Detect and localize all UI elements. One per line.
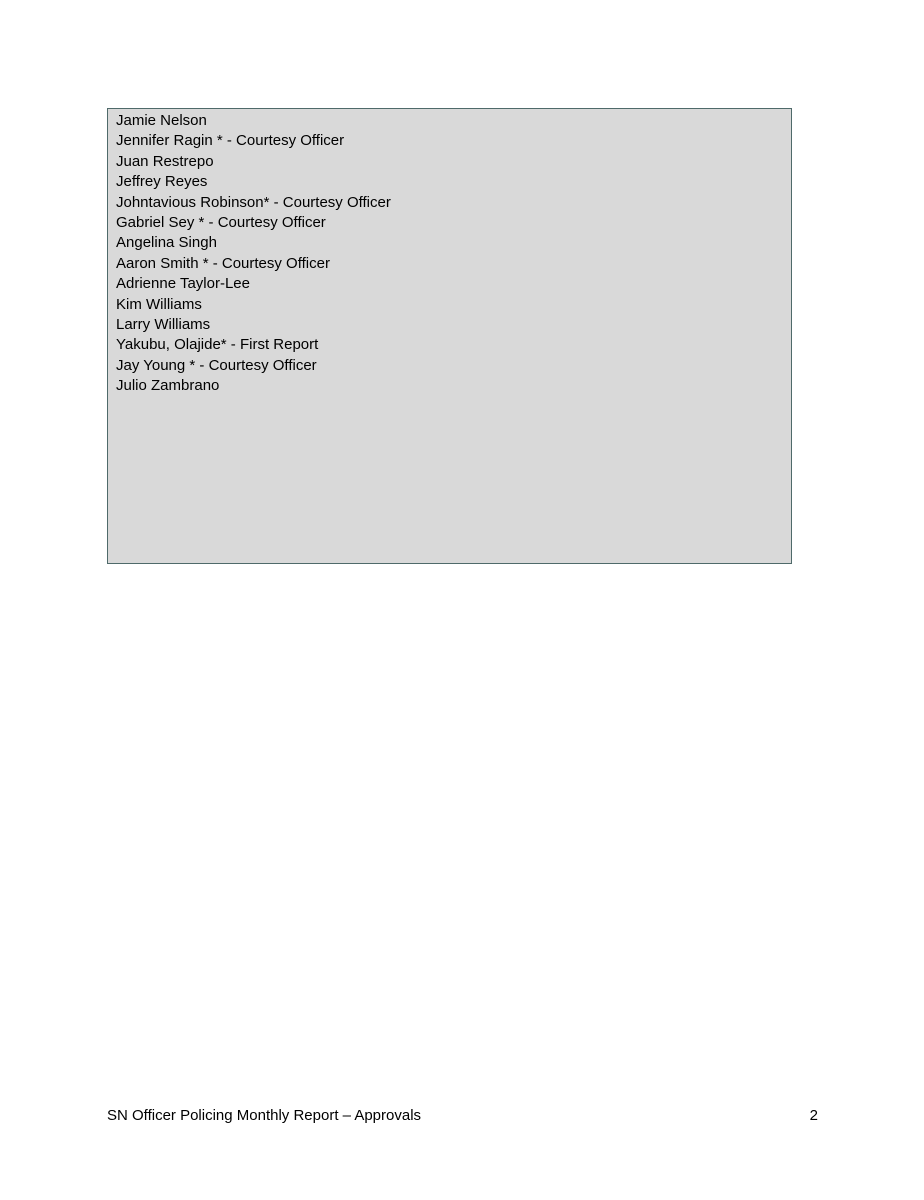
officer-name-list: [116, 111, 791, 396]
officer-name-item: Yakubu, Olajide* - First Report: [116, 336, 319, 354]
officer-name-item: Juan Restrepo: [116, 152, 214, 170]
officer-name-item: Larry Williams: [116, 315, 211, 333]
officer-name-item: Jay Young * - Courtesy Officer: [116, 356, 317, 374]
officer-name-item: Adrienne Taylor-Lee: [116, 275, 250, 293]
officer-name-item: Angelina Singh: [116, 234, 217, 252]
officer-name-item: Jennifer Ragin * - Courtesy Officer: [116, 132, 345, 150]
page-number: 2: [809, 1107, 818, 1124]
footer-report-title: SN Officer Policing Monthly Report – Approvals: [107, 1107, 422, 1124]
officer-name-box: [107, 108, 792, 564]
officer-name-item: Jeffrey Reyes: [116, 173, 208, 191]
officer-name-item: Julio Zambrano: [116, 377, 220, 395]
officer-name-item: Johntavious Robinson* - Courtesy Officer: [116, 193, 391, 211]
officer-name-item: Jamie Nelson: [116, 112, 207, 129]
officer-name-item: Gabriel Sey * - Courtesy Officer: [116, 213, 326, 231]
officer-name-item: Kim Williams: [116, 295, 202, 313]
officer-name-item: Aaron Smith * - Courtesy Officer: [116, 254, 330, 272]
